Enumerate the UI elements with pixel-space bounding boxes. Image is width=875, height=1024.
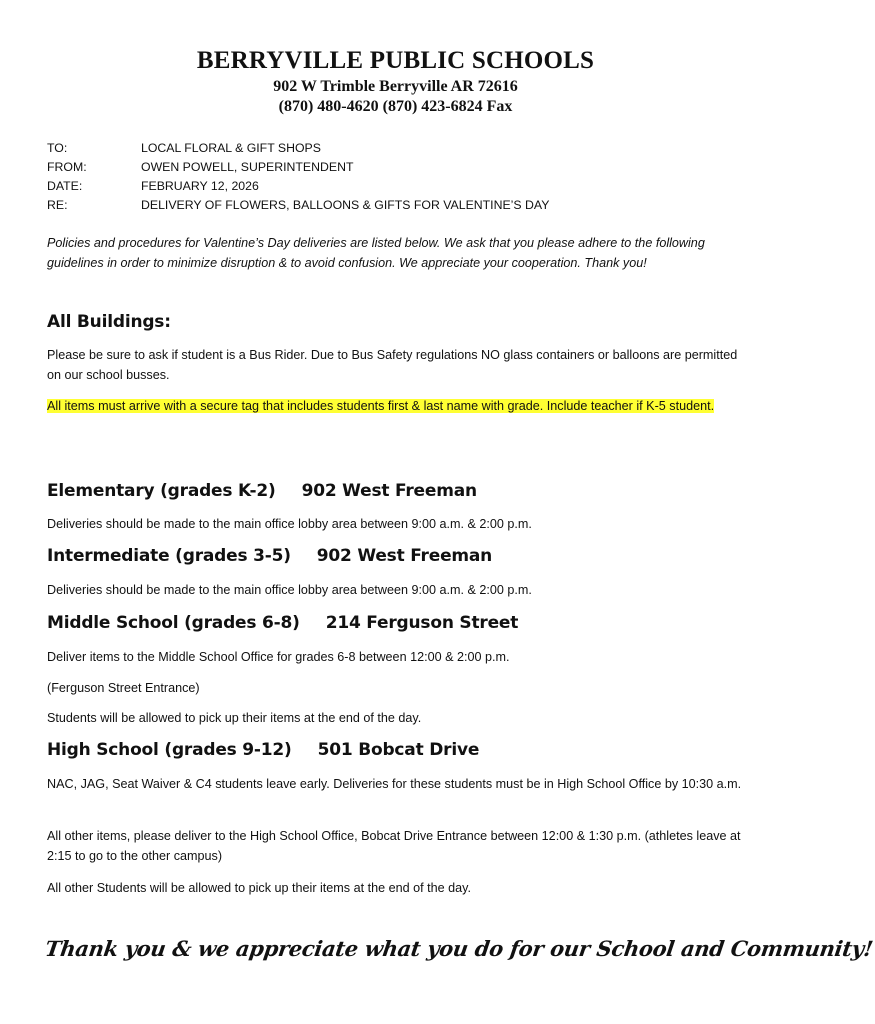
middle-school-pickup: Students will be allowed to pick up their items at the end of the day.	[47, 711, 422, 725]
intermediate-heading	[47, 546, 492, 566]
memo-from-value: OWEN POWELL, SUPERINTENDENT	[141, 160, 354, 174]
org-address: 902 W Trimble Berryville AR 72616	[273, 78, 518, 95]
middle-school-title: Middle School (grades 6-8)	[47, 613, 300, 633]
memo-date-value: FEBRUARY 12, 2026	[141, 179, 259, 193]
intermediate-title: Intermediate (grades 3-5)	[47, 546, 291, 566]
elementary-heading	[47, 481, 477, 501]
intermediate-instructions: Deliveries should be made to the main office lobby area between 9:00 a.m. & 2:00 p.m.	[47, 583, 532, 597]
middle-school-address: 214 Ferguson Street	[325, 613, 519, 633]
highlighted-text: All items must arrive with a secure tag that includes students first & last name with grade. Include teacher if K-5 student.	[47, 399, 715, 413]
elementary-instructions: Deliveries should be made to the main office lobby area between 9:00 a.m. & 2:00 p.m.	[47, 517, 532, 531]
high-school-heading	[47, 740, 479, 760]
elementary-title: Elementary (grades K-2)	[47, 481, 276, 501]
high-school-address: 501 Bobcat Drive	[317, 740, 480, 760]
middle-school-instructions: Deliver items to the Middle School Office for grades 6-8 between 12:00 & 2:00 p.m.	[47, 650, 510, 664]
memo-from-label: FROM:	[47, 160, 87, 174]
tag-requirement-note	[47, 396, 747, 416]
memo-date-label: DATE:	[47, 179, 83, 193]
high-school-instructions: All other items, please deliver to the High School Office, Bobcat Drive Entrance between 12:00 & 1:30 p.m. (athletes leave at 2:15 to go to the other campus)	[47, 829, 741, 863]
intro-paragraph: Policies and procedures for Valentine’s Day deliveries are listed below. We ask that you please adhere to the following guidelines in order to minimize disruption & to avoid confusion. We appreciate your cooperation. Thank you!	[47, 236, 705, 270]
middle-school-heading	[47, 613, 518, 633]
elementary-address: 902 West Freeman	[301, 481, 477, 501]
closing-message: Thank you & we appreciate what you do for our School and Community!	[43, 936, 875, 961]
high-school-title: High School (grades 9-12)	[47, 740, 292, 760]
intermediate-address: 902 West Freeman	[316, 546, 493, 566]
bus-rider-note: Please be sure to ask if student is a Bus Rider. Due to Bus Safety regulations NO glass containers or balloons are permitted on our school busses.	[47, 348, 738, 382]
high-school-early-note: NAC, JAG, Seat Waiver & C4 students leave early. Deliveries for these students must be in High School Office by 10:30 a.m.	[47, 777, 742, 791]
org-name: BERRYVILLE PUBLIC SCHOOLS	[196, 47, 595, 74]
memo-re-label: RE:	[47, 198, 68, 212]
memo-to-label: TO:	[47, 141, 68, 155]
all-buildings-heading: All Buildings:	[47, 312, 171, 332]
memo-to-value: LOCAL FLORAL & GIFT SHOPS	[141, 141, 321, 155]
org-phone: (870) 480-4620 (870) 423-6824 Fax	[278, 98, 513, 115]
middle-school-entrance: (Ferguson Street Entrance)	[47, 681, 200, 695]
memo-re-value: DELIVERY OF FLOWERS, BALLOONS & GIFTS FOR VALENTINE’S DAY	[141, 198, 550, 212]
high-school-pickup: All other Students will be allowed to pick up their items at the end of the day.	[47, 881, 471, 895]
